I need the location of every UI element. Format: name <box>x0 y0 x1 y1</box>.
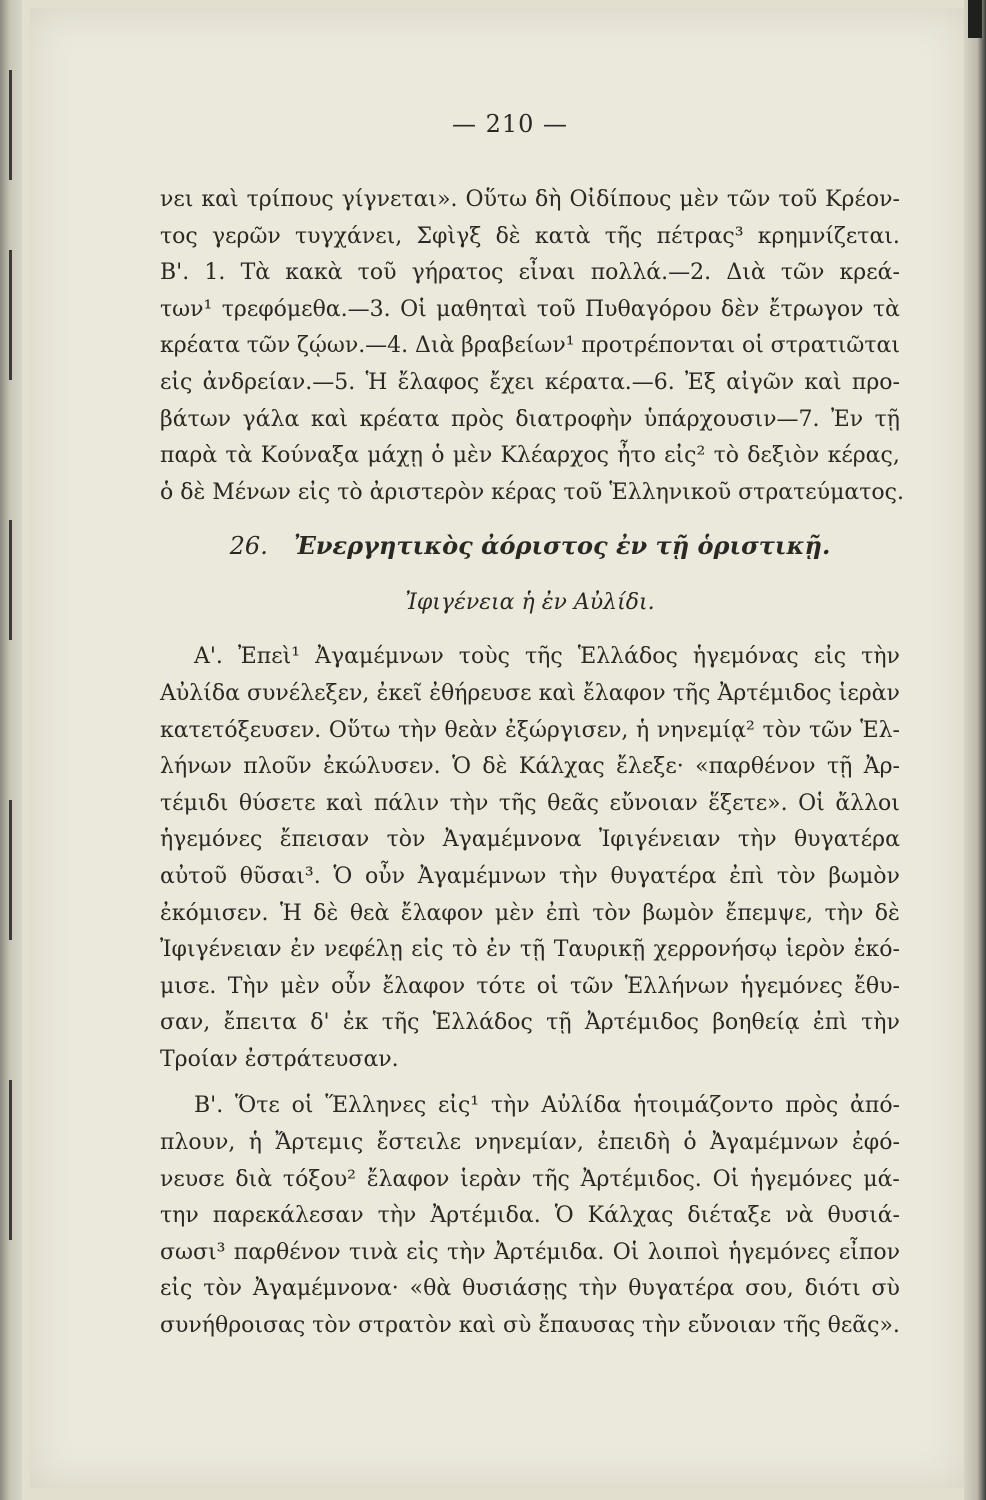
text-line: βάτων γάλα καὶ κρέατα πρὸς διατροφὴν ὑπάρχουσιν—7. Ἐν τῇ <box>160 406 900 432</box>
book-binding <box>0 0 22 1500</box>
binding-thread <box>9 70 12 180</box>
edge-mark <box>968 0 982 38</box>
text-line: ὁ δὲ Μένων εἰς τὸ ἀριστερὸν κέρας τοῦ Ἑλληνικοῦ στρατεύματος. <box>160 479 904 505</box>
exercise-block-b <box>160 182 904 511</box>
page-text <box>160 110 904 1345</box>
text-line: των¹ τρεφόμεθα.—3. Οἱ μαθηταὶ τοῦ Πυθαγόρου δὲν ἔτρωγον τὰ <box>160 296 900 322</box>
page-number: — 210 — <box>451 110 569 138</box>
text-line: Β'. 1. Τὰ κακὰ τοῦ γήρατος εἶναι πολλά.—2. Διὰ τῶν κρεά- <box>160 260 900 286</box>
text-line: ἐκόμισεν. Ἡ δὲ θεὰ ἔλαφον μὲν ἐπὶ τὸν βωμὸν ἔπεμψε, τὴν δὲ <box>160 900 900 926</box>
text-line: κρέατα τῶν ζῴων.—4. Διὰ βραβείων¹ προτρέπονται οἱ στρατιῶται <box>160 333 900 359</box>
text-line: τέμιδι θύσετε καὶ πάλιν τὴν τῆς θεᾶς εὔνοιαν ἕξετε». Οἱ ἄλλοι <box>160 790 900 816</box>
text-line: εἰς τὸν Ἀγαμέμνονα· «θὰ θυσιάσῃς τὴν θυγατέρα σου, διότι σὺ <box>160 1276 900 1302</box>
section-number: 26. <box>229 532 268 561</box>
text-line: σωσι³ παρθένον τινὰ εἰς τὴν Ἀρτέμιδα. Οἱ λοιποὶ ἡγεμόνες εἶπον <box>160 1239 900 1265</box>
text-line: Β'. Ὅτε οἱ Ἕλληνες εἰς¹ τὴν Αὐλίδα ἡτοιμάζοντο πρὸς ἀπό- <box>194 1093 900 1119</box>
text-line: μισε. Τὴν μὲν οὖν ἔλαφον τότε οἱ τῶν Ἑλλήνων ἡγεμόνες ἔθυ- <box>160 973 900 999</box>
text-line: Τροίαν ἐστράτευσαν. <box>160 1046 399 1072</box>
text-line: εἰς ἀνδρείαν.—5. Ἡ ἔλαφος ἔχει κέρατα.—6. Ἐξ αἰγῶν καὶ προ- <box>160 369 900 395</box>
text-line: νει καὶ τρίπους γίγνεται». Οὕτω δὴ Οἰδίπους μὲν τῶν τοῦ Κρέον- <box>160 187 900 212</box>
text-line: τος γερῶν τυγχάνει, Σφὶγξ δὲ κατὰ τῆς πέτρας³ κρημνίζεται. <box>160 223 900 249</box>
binding-thread <box>9 250 12 380</box>
text-line: παρὰ τὰ Κούναξα μάχῃ ὁ μὲν Κλέαρχος ἦτο εἰς² τὸ δεξιὸν κέρας, <box>160 443 900 469</box>
reading-part-a <box>160 639 900 1078</box>
text-line: Αὐλίδα συνέλεξεν, ἐκεῖ ἐθήρευσε καὶ ἔλαφον τῆς Ἀρτέμιδος ἱερὰν <box>160 680 900 706</box>
page-edge <box>964 0 986 1500</box>
text-line: πλουν, ἡ Ἄρτεμις ἔστειλε νηνεμίαν, ἐπειδὴ ὁ Ἀγαμέμνων ἐφό- <box>160 1130 900 1156</box>
text-line: Ἰφιγένειαν ἐν νεφέλῃ εἰς τὸ ἐν τῇ Ταυρικῇ χερρονήσῳ ἱερὸν ἐκό- <box>160 937 900 963</box>
binding-thread <box>9 800 12 940</box>
section-heading <box>160 517 900 575</box>
text-line: ἡγεμόνες ἔπεισαν τὸν Ἀγαμέμνονα Ἰφιγένειαν τὴν θυγατέρα <box>160 827 900 853</box>
binding-thread <box>9 1080 12 1240</box>
section-title: Ἐνεργητικὸς ἀόριστος ἐν τῇ ὁριστικῇ. <box>293 531 831 561</box>
text-line: την παρεκάλεσαν τὴν Ἀρτέμιδα. Ὁ Κάλχας διέταξε νὰ θυσιά- <box>160 1203 900 1229</box>
text-line: νευσε διὰ τόξου² ἔλαφον ἱερὰν τῆς Ἀρτέμιδος. Οἱ ἡγεμόνες μά- <box>160 1166 900 1192</box>
text-line: κατετόξευσεν. Οὕτω τὴν θεὰν ἐξώργισεν, ἡ νηνεμίᾳ² τὸν τῶν Ἑλ- <box>160 717 900 743</box>
text-line: συνήθροισας τὸν στρατὸν καὶ σὺ ἔπαυσας τὴν εὔνοιαν τῆς θεᾶς». <box>160 1313 900 1339</box>
text-line: λήνων πλοῦν ἐκώλυσεν. Ὁ δὲ Κάλχας ἔλεξε· «παρθένον τῇ Ἀρ- <box>160 754 900 780</box>
binding-thread <box>9 520 12 640</box>
reading-title: Ἰφιγένεια ἡ ἐν Αὐλίδι. <box>405 590 655 616</box>
text-line: αὐτοῦ θῦσαι³. Ὁ οὖν Ἀγαμέμνων τὴν θυγατέρα ἐπὶ τὸν βωμὸν <box>160 863 900 889</box>
text-line: σαν, ἔπειτα δ' ἐκ τῆς Ἑλλάδος τῇ Ἀρτέμιδος βοηθείᾳ ἐπὶ τὴν <box>160 1010 900 1036</box>
text-line: Α'. Ἐπεὶ¹ Ἀγαμέμνων τοὺς τῆς Ἑλλάδος ἡγεμόνας εἰς τὴν <box>194 644 900 670</box>
reading-part-b <box>160 1088 900 1344</box>
